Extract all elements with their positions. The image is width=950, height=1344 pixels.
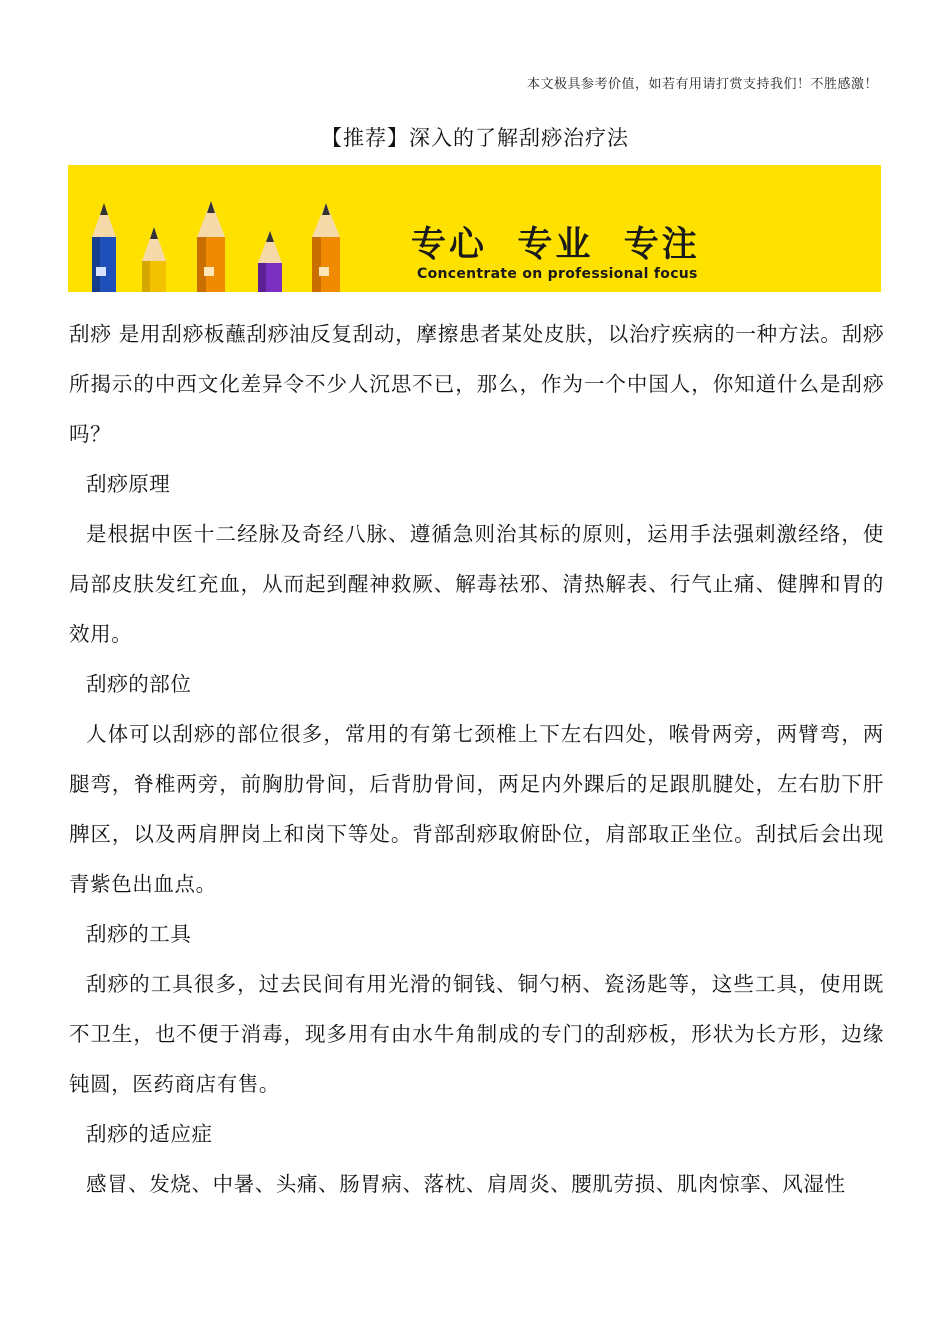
section-heading: 刮痧原理 — [86, 472, 171, 496]
section-paragraph: 感冒、发烧、中暑、头痛、肠胃病、落枕、肩周炎、腰肌劳损、肌肉惊挛、风湿性 — [86, 1172, 846, 1196]
section-heading: 刮痧的部位 — [86, 672, 192, 696]
banner-subtitle: Concentrate on professional focus — [417, 266, 698, 282]
document-title: 【推荐】深入的了解刮痧治疗法 — [321, 126, 629, 150]
section-paragraph: 刮痧的工具很多，过去民间有用光滑的铜钱、铜勺柄、瓷汤匙等，这些工具，使用既不卫生，也不便于消毒，现多用有由水牛角制成的专门的刮痧板，形状为长方形，边缘钝圆，医药商店有售。 — [69, 972, 884, 1096]
header-note: 本文极具参考价值，如若有用请打赏支持我们！不胜感激！ — [526, 77, 878, 92]
section-paragraph: 人体可以刮痧的部位很多，常用的有第七颈椎上下左右四处，喉骨两旁，两臂弯，两腿弯，脊椎两旁，前胸肋骨间，后背肋骨间，两足内外踝后的足跟肌腱处，左右肋下肝脾区，以及两肩胛岗上和岗下等处。背部刮痧取俯卧位，肩部取正坐位。刮拭后会出现青紫色出血点。 — [69, 722, 884, 896]
banner-image — [68, 165, 881, 292]
section-heading: 刮痧的适应症 — [86, 1122, 213, 1146]
intro-paragraph: 刮痧 是用刮痧板蘸刮痧油反复刮动，摩擦患者某处皮肤，以治疗疾病的一种方法。刮痧所揭示的中西文化差异令不少人沉思不已，那么，作为一个中国人，你知道什么是刮痧吗？ — [69, 322, 884, 446]
section-paragraph: 是根据中医十二经脉及奇经八脉、遵循急则治其标的原则，运用手法强刺激经络，使局部皮肤发红充血，从而起到醒神救厥、解毒祛邪、清热解表、行气止痛、健脾和胃的效用。 — [69, 522, 884, 646]
banner-slogan: 专心 专业 专注 — [411, 225, 700, 265]
section-heading: 刮痧的工具 — [86, 922, 192, 946]
article-body — [69, 309, 884, 1209]
